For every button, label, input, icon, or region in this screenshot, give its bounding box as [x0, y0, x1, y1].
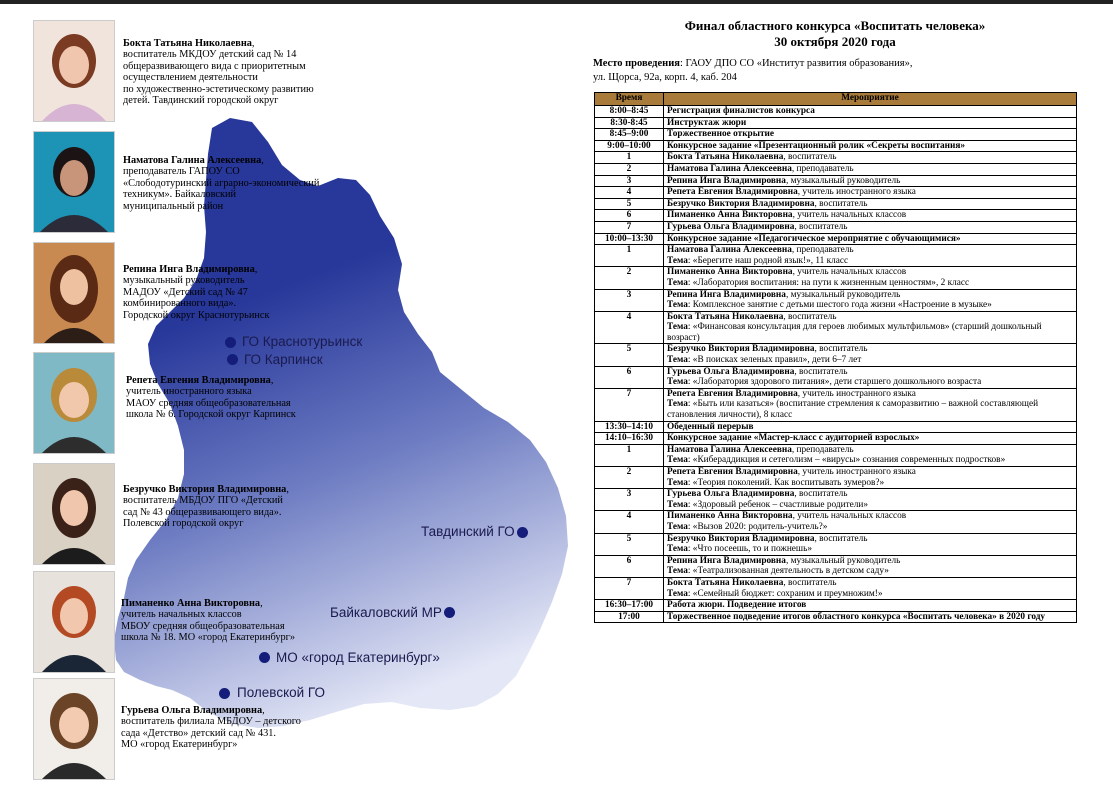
- event-role: , воспитатель: [814, 533, 868, 544]
- participant-bio-5: Безручко Виктория Владимировна, воспитатель МБДОУ ПГО «Детский сад № 43 общеразвивающего вида». Полевской городской округ: [123, 484, 289, 530]
- event-name: Пиманенко Анна Викторовна: [667, 267, 793, 278]
- event-cell: [664, 187, 1077, 199]
- participant-bio-4: Репета Евгения Владимировна, учитель иностранного языка МАОУ средняя общеобразовательная школа № 6. Городской округ Карпинск: [126, 375, 296, 421]
- topic-text: : «Что посеешь, то и пожнешь»: [687, 544, 812, 555]
- participant-bio-6: Пиманенко Анна Викторовна, учитель начальных классов МБОУ средняя общеобразовательная школа № 18. МО «город Екатеринбург»: [121, 598, 295, 644]
- map-dot-tavda: [517, 527, 528, 538]
- event-cell: [664, 152, 1077, 164]
- schedule-header-row: [595, 93, 1077, 106]
- event-cell: [664, 511, 1077, 533]
- map-dot-baikalovo: [444, 607, 455, 618]
- event-cell: [664, 444, 1077, 466]
- event-cell: [664, 421, 1077, 433]
- map-label-baikalovo: Байкаловский МР: [330, 605, 442, 620]
- event-name: Регистрация финалистов конкурса: [667, 106, 815, 116]
- participant-bio-1: Бокта Татьяна Николаевна, воспитатель МКДОУ детский сад № 14 общеразвивающего вида с приоритетным осуществлением деятельности по художественно-эстетическому развитию детей. Тавдинский городской округ: [123, 38, 314, 107]
- topic-label: Тема: [667, 521, 688, 532]
- table-row: [595, 600, 1077, 612]
- time-cell: 2: [595, 163, 664, 175]
- time-cell: 13:30–14:10: [595, 421, 664, 433]
- table-row: [595, 175, 1077, 187]
- table-row: [595, 140, 1077, 152]
- schedule-table: [594, 92, 1077, 623]
- table-row: [595, 366, 1077, 388]
- topic-text: : «В поисках зеленых правил», дети 6–7 лет: [687, 355, 862, 366]
- table-row: [595, 187, 1077, 199]
- event-cell: [664, 433, 1077, 445]
- schedule-title: [590, 18, 1080, 50]
- event-role: , преподаватель: [791, 444, 854, 455]
- table-row: [595, 106, 1077, 118]
- topic-label: Тема: [667, 300, 688, 311]
- time-cell: 5: [595, 198, 664, 210]
- event-cell: [664, 555, 1077, 577]
- topic-label: Тема: [667, 566, 688, 577]
- event-name: Репета Евгения Владимировна: [667, 187, 798, 198]
- event-name: Бокта Татьяна Николаевна: [667, 577, 784, 588]
- participant-bio-2: Наматова Галина Алексеевна, преподаватель ГАПОУ СО «Слободотуринский аграрно-экономический техникум». Байкаловский муниципальный район: [123, 155, 320, 212]
- time-cell: 4: [595, 311, 664, 344]
- event-name: Репета Евгения Владимировна: [667, 467, 798, 477]
- event-cell: [664, 533, 1077, 555]
- topic-label: Тема: [667, 399, 688, 410]
- table-row: [595, 444, 1077, 466]
- time-cell: 5: [595, 533, 664, 555]
- event-role: , воспитатель: [783, 577, 837, 588]
- table-row: [595, 233, 1077, 245]
- time-cell: 2: [595, 267, 664, 289]
- topic-text: : «Кибераддикция и сетеголизм – «вирусы» сознания современных подростков»: [687, 455, 1006, 466]
- event-name: Торжественное открытие: [667, 129, 775, 140]
- event-name: Гурьева Ольга Владимировна: [667, 366, 795, 377]
- table-row: [595, 555, 1077, 577]
- topic-text: : «Лаборатория здорового питания», дети старшего дошкольного возраста: [687, 377, 982, 388]
- event-role: , воспитатель: [794, 366, 848, 377]
- event-role: , преподаватель: [791, 163, 854, 174]
- event-name: Пиманенко Анна Викторовна: [667, 210, 793, 221]
- event-cell: [664, 311, 1077, 344]
- table-row: [595, 210, 1077, 222]
- time-cell: 3: [595, 175, 664, 187]
- event-role: , воспитатель: [794, 489, 848, 500]
- event-name: Конкурсное задание «Презентационный ролик «Секреты воспитания»: [667, 140, 966, 151]
- venue-address: ул. Щорса, 92а, корп. 4, каб. 204: [593, 71, 737, 83]
- event-role: , воспитатель: [814, 198, 868, 209]
- event-name: Репина Инга Владимировна: [667, 289, 786, 300]
- time-cell: 3: [595, 289, 664, 311]
- event-cell: [664, 489, 1077, 511]
- event-name: Обеденный перерыв: [667, 421, 754, 432]
- topic-text: : «Быть или казаться» (воспитание стремления к саморазвитию – важной составляющей становления личности), 8 класс: [667, 399, 1039, 421]
- time-cell: 4: [595, 187, 664, 199]
- event-cell: [664, 129, 1077, 141]
- topic-label: Тема: [667, 588, 688, 599]
- event-cell: [664, 467, 1077, 489]
- time-cell: 1: [595, 444, 664, 466]
- event-cell: [664, 140, 1077, 152]
- map-label-ekaterinburg: МО «город Екатеринбург»: [276, 650, 440, 665]
- map-label-tavda: Тавдинский ГО: [421, 524, 515, 539]
- table-row: [595, 467, 1077, 489]
- venue-label: Место проведения: [593, 58, 680, 69]
- time-cell: 8:45–9:00: [595, 129, 664, 141]
- table-row: [595, 221, 1077, 233]
- table-row: [595, 245, 1077, 267]
- time-cell: 7: [595, 221, 664, 233]
- time-cell: 2: [595, 467, 664, 489]
- participant-bio-3: Репина Инга Владимировна, музыкальный руководитель МАДОУ «Детский сад № 47 комбинированного вида». Городской округ Краснотурьинск: [123, 264, 270, 321]
- table-row: [595, 267, 1077, 289]
- time-cell: 5: [595, 344, 664, 366]
- event-cell: [664, 163, 1077, 175]
- event-name: Безручко Виктория Владимировна: [667, 344, 815, 355]
- event-cell: [664, 210, 1077, 222]
- participant-photo-7: [33, 678, 115, 780]
- topic-label: Тема: [667, 277, 688, 288]
- event-name: Гурьева Ольга Владимировна: [667, 221, 795, 232]
- map-dot-polevskoy: [219, 688, 230, 699]
- map-label-karpinsk: ГО Карпинск: [244, 352, 323, 367]
- participant-photo-1: [33, 20, 115, 122]
- topic-label: Тема: [667, 377, 688, 388]
- table-row: [595, 311, 1077, 344]
- event-name: Гурьева Ольга Владимировна: [667, 489, 795, 500]
- event-role: , воспитатель: [794, 221, 848, 232]
- time-cell: 8:30-8:45: [595, 117, 664, 129]
- topic-text: : «Берегите наш родной язык!», 11 класс: [687, 255, 849, 266]
- time-cell: 6: [595, 210, 664, 222]
- table-row: [595, 152, 1077, 164]
- table-row: [595, 533, 1077, 555]
- event-name: Бокта Татьяна Николаевна: [667, 311, 784, 322]
- topic-label: Тема: [667, 322, 688, 333]
- topic-label: Тема: [667, 477, 688, 488]
- time-cell: 7: [595, 388, 664, 421]
- event-cell: [664, 175, 1077, 187]
- map-dot-krasnoturinsk: [225, 337, 236, 348]
- event-cell: [664, 221, 1077, 233]
- event-role: , воспитатель: [783, 152, 837, 163]
- topic-text: : «Семейный бюджет: сохраним и преумножим!»: [687, 588, 883, 599]
- event-name: Конкурсное задание «Педагогическое мероприятие с обучающимися»: [667, 233, 961, 244]
- event-name: Репина Инга Владимировна: [667, 175, 786, 186]
- map-dot-karpinsk: [227, 354, 238, 365]
- time-cell: 1: [595, 245, 664, 267]
- topic-text: : «Вызов 2020: родитель-учитель?»: [687, 521, 828, 532]
- time-cell: 3: [595, 489, 664, 511]
- table-row: [595, 289, 1077, 311]
- table-row: [595, 421, 1077, 433]
- topic-text: : «Театрализованная деятельность в детском саду»: [687, 566, 889, 577]
- event-role: , музыкальный руководитель: [785, 175, 901, 186]
- event-cell: [664, 198, 1077, 210]
- event-cell: [664, 366, 1077, 388]
- time-cell: 14:10–16:30: [595, 433, 664, 445]
- participant-photo-2: [33, 131, 115, 233]
- time-cell: 7: [595, 577, 664, 599]
- event-name: Бокта Татьяна Николаевна: [667, 152, 784, 163]
- topic-label: Тема: [667, 544, 688, 555]
- venue-info: [593, 57, 1083, 84]
- event-role: , учитель начальных классов: [792, 210, 907, 221]
- table-row: [595, 344, 1077, 366]
- event-name: Безручко Виктория Владимировна: [667, 533, 815, 544]
- topic-label: Тема: [667, 499, 688, 510]
- event-cell: [664, 289, 1077, 311]
- event-cell: [664, 267, 1077, 289]
- event-cell: [664, 600, 1077, 612]
- table-row: [595, 577, 1077, 599]
- event-name: Пиманенко Анна Викторовна: [667, 511, 793, 522]
- topic-text: : «Финансовая консультация для героев любимых мультфильмов» (старший дошкольный возраст): [667, 322, 1042, 343]
- time-cell: 9:00–10:00: [595, 140, 664, 152]
- event-name: Репина Инга Владимировна: [667, 555, 786, 566]
- participant-photo-6: [33, 571, 115, 673]
- table-row: [595, 433, 1077, 445]
- col-event-header: Мероприятие: [664, 93, 1077, 106]
- schedule-date: 30 октября 2020 года: [774, 34, 896, 49]
- event-cell: [664, 117, 1077, 129]
- topic-label: Тема: [667, 355, 688, 366]
- event-name: Наматова Галина Алексеевна: [667, 163, 792, 174]
- event-role: , воспитатель: [783, 311, 837, 322]
- event-role: , учитель начальных классов: [792, 267, 907, 278]
- event-cell: [664, 344, 1077, 366]
- event-name: Наматова Галина Алексеевна: [667, 444, 792, 455]
- time-cell: 1: [595, 152, 664, 164]
- time-cell: 4: [595, 511, 664, 533]
- event-name: Наматова Галина Алексеевна: [667, 245, 792, 256]
- col-time-header: Время: [595, 93, 664, 106]
- table-row: [595, 388, 1077, 421]
- event-name: Конкурсное задание «Мастер-класс с аудиторией взрослых»: [667, 433, 920, 444]
- event-role: , музыкальный руководитель: [785, 555, 901, 566]
- event-cell: [664, 233, 1077, 245]
- event-cell: [664, 388, 1077, 421]
- event-name: Репета Евгения Владимировна: [667, 388, 798, 399]
- participant-photo-5: [33, 463, 115, 565]
- venue-text: : ГАОУ ДПО СО «Институт развития образования»,: [679, 58, 913, 69]
- time-cell: 10:00–13:30: [595, 233, 664, 245]
- topic-text: : «Теория поколений. Как воспитывать зумеров?»: [687, 477, 885, 488]
- event-role: , преподаватель: [791, 245, 854, 256]
- table-row: [595, 611, 1077, 623]
- table-row: [595, 198, 1077, 210]
- time-cell: 17:00: [595, 611, 664, 623]
- table-row: [595, 117, 1077, 129]
- time-cell: 8:00–8:45: [595, 106, 664, 118]
- event-role: , учитель начальных классов: [792, 511, 907, 522]
- event-name: Инструктаж жюри: [667, 117, 747, 128]
- topic-text: : «Лаборатория воспитания: на пути к жизненным ценностям», 2 класс: [687, 277, 970, 288]
- topic-text: : Комплексное занятие с детьми шестого года жизни «Настроение в музыке»: [687, 300, 992, 311]
- table-row: [595, 163, 1077, 175]
- schedule-body: [595, 106, 1077, 623]
- topic-label: Тема: [667, 255, 688, 266]
- event-name: Работа жюри. Подведение итогов: [667, 600, 807, 611]
- event-cell: [664, 106, 1077, 118]
- event-role: , учитель иностранного языка: [797, 467, 916, 477]
- participant-photo-4: [33, 352, 115, 454]
- participant-bio-7: Гурьева Ольга Владимировна, воспитатель филиала МБДОУ – детского сада «Детство» детский сад № 431. МО «город Екатеринбург»: [121, 705, 301, 751]
- topic-label: Тема: [667, 455, 688, 466]
- map-dot-ekaterinburg: [259, 652, 270, 663]
- event-role: , музыкальный руководитель: [785, 289, 901, 300]
- map-label-polevskoy: Полевской ГО: [237, 685, 325, 700]
- event-name: Торжественное подведение итогов областного конкурса «Воспитать человека» в 2020 году: [667, 611, 1046, 622]
- event-cell: [664, 245, 1077, 267]
- event-cell: [664, 577, 1077, 599]
- time-cell: 6: [595, 555, 664, 577]
- time-cell: 16:30–17:00: [595, 600, 664, 612]
- event-role: , воспитатель: [814, 344, 868, 355]
- table-row: [595, 511, 1077, 533]
- event-role: , учитель иностранного языка: [797, 187, 916, 198]
- table-row: [595, 129, 1077, 141]
- event-name: Безручко Виктория Владимировна: [667, 198, 815, 209]
- participant-photo-3: [33, 242, 115, 344]
- table-row: [595, 489, 1077, 511]
- event-role: , учитель иностранного языка: [797, 388, 916, 399]
- time-cell: 6: [595, 366, 664, 388]
- map-label-krasnoturinsk: ГО Краснотурьинск: [242, 334, 363, 349]
- schedule-title-line1: Финал областного конкурса «Воспитать человека»: [684, 18, 986, 33]
- topic-text: : «Здоровый ребенок – счастливые родители»: [687, 499, 869, 510]
- event-cell: [664, 611, 1077, 623]
